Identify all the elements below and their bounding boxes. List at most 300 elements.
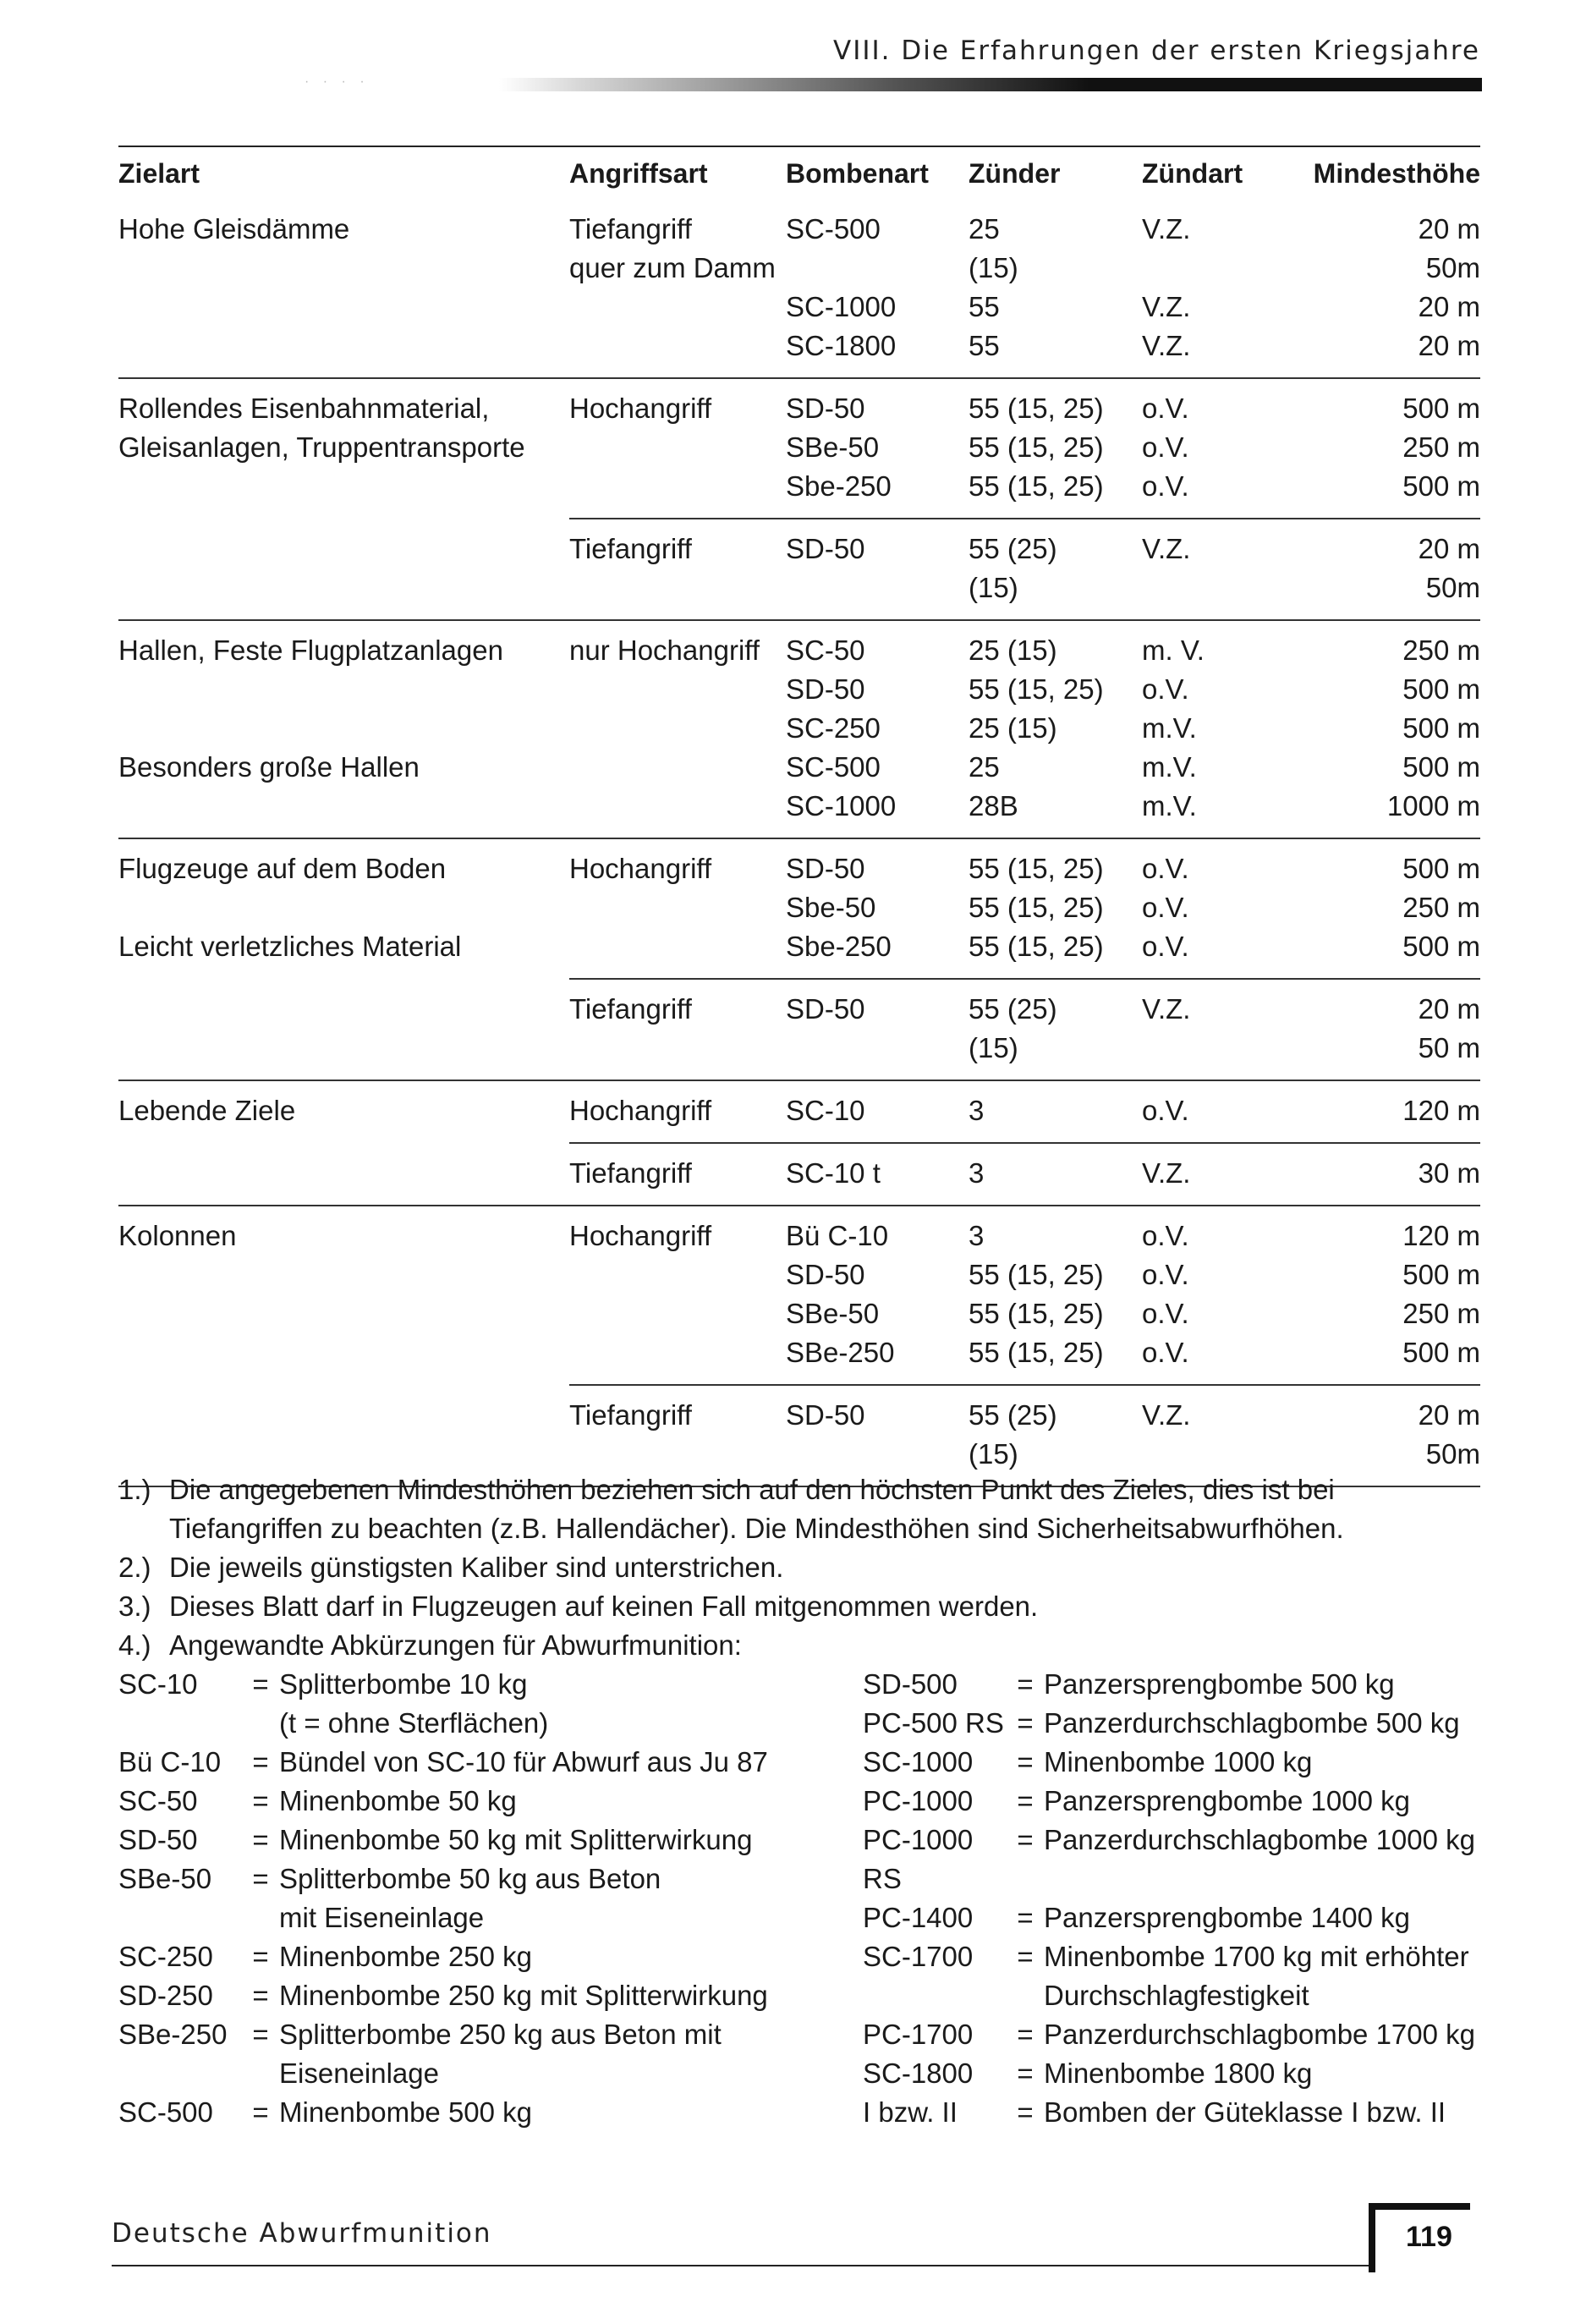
equals-sign: =: [252, 2096, 269, 2128]
target-label: Kolonnen: [118, 1220, 237, 1251]
target-label: Gleisanlagen, Truppentransporte: [118, 431, 525, 463]
target-cell: [118, 631, 569, 826]
abbreviation-entry: [118, 1821, 863, 1860]
cell-bombenart: SC-250: [786, 712, 881, 744]
target-cell: [118, 1217, 569, 1474]
cell-bombenart: SBe-50: [786, 431, 880, 463]
attack-blocks: [569, 631, 1480, 826]
target-label: Hallen, Feste Flugplatzanlagen: [118, 635, 503, 666]
abbreviation-definition: [1044, 2054, 1312, 2093]
cell-mindesthoehe: 20 m: [1418, 291, 1480, 322]
definition-line: Minenbombe 1000 kg: [1044, 1746, 1313, 1777]
abbreviation-definition: [279, 1860, 661, 1937]
cell-angriffsart: [569, 670, 786, 709]
definition-line: Minenbombe 250 kg: [279, 1941, 533, 1972]
cell-bombenart: [786, 249, 969, 288]
cell-angriffsart: [569, 467, 786, 506]
cell-angriffsart: quer zum Damm: [569, 252, 776, 283]
cell-zuendart: V.Z.: [1142, 291, 1191, 322]
abbreviation-entry: [863, 1665, 1489, 1704]
footnote-line: Tiefangriffen zu beachten (z.B. Hallendächer). Die Mindesthöhen sind Sicherheitsabwurfhöhen.: [169, 1513, 1344, 1544]
cell-zuendart: o.V.: [1142, 1095, 1189, 1126]
cell-bombenart: [786, 569, 969, 607]
abbreviation-entry: [118, 1937, 863, 1976]
cell-zuendart: V.Z.: [1142, 533, 1191, 564]
definition-line: Splitterbombe 10 kg: [279, 1668, 528, 1700]
equals-sign: =: [1017, 1746, 1034, 1777]
col-header-zuendart: Zündart: [1142, 158, 1243, 189]
abbreviation-entry: [118, 2015, 863, 2093]
cell-bombenart: SD-50: [786, 1399, 865, 1431]
footnote-text: [169, 1587, 1489, 1626]
cell-zuendart: V.Z.: [1142, 1157, 1191, 1189]
cell-angriffsart: Tiefangriff: [569, 533, 692, 564]
equals-sign: =: [1017, 1902, 1034, 1933]
cell-bombenart: SD-50: [786, 533, 865, 564]
target-cell: [118, 849, 569, 1068]
abbreviation-entry: [863, 1704, 1489, 1743]
cell-angriffsart: Tiefangriff: [569, 213, 692, 244]
cell-zuender: 55 (25): [969, 1399, 1057, 1431]
book-title: Deutsche Abwurfmunition: [112, 2218, 492, 2249]
cell-zuendart: m.V.: [1142, 790, 1197, 821]
cell-mindesthoehe: 30 m: [1418, 1157, 1480, 1189]
cell-zuendart: V.Z.: [1142, 1399, 1191, 1431]
notes-list: [118, 1470, 1489, 1665]
abbreviation-code: SC-1700: [863, 1941, 974, 1972]
cell-zuendart: [1142, 249, 1286, 288]
cell-bombenart: Sbe-250: [786, 931, 892, 962]
cell-zuendart: m. V.: [1142, 635, 1205, 666]
definition-line: Minenbombe 250 kg mit Splitterwirkung: [279, 1980, 768, 2011]
abbreviation-entry: [863, 1782, 1489, 1821]
cell-zuender: 28B: [969, 790, 1018, 821]
equals-sign: =: [1017, 1785, 1034, 1816]
cell-angriffsart: [569, 1255, 786, 1294]
abbreviation-definition: [1044, 1704, 1460, 1743]
abbreviation-entry: [863, 2015, 1489, 2054]
footnote-line: Dieses Blatt darf in Flugzeugen auf keinen Fall mitgenommen werden.: [169, 1591, 1039, 1622]
attack-blocks: [569, 1217, 1480, 1474]
cell-mindesthoehe: 250 m: [1402, 892, 1480, 923]
cell-mindesthoehe: 1000 m: [1386, 790, 1480, 821]
definition-line: Eiseneinlage: [279, 2058, 439, 2089]
cell-zuendart: V.Z.: [1142, 213, 1191, 244]
footnote: [118, 1587, 1489, 1626]
definition-line: Panzerdurchschlagbombe 1000 kg: [1044, 1824, 1476, 1855]
cell-bombenart: SC-1000: [786, 790, 897, 821]
running-header: VIII. Die Erfahrungen der ersten Kriegsjahre: [833, 36, 1480, 66]
abbreviation-entry: [118, 1665, 863, 1743]
cell-zuendart: [1142, 1435, 1286, 1474]
cell-mindesthoehe: 20 m: [1418, 213, 1480, 244]
cell-zuender: 25 (15): [969, 635, 1057, 666]
col-header-zuender: Zünder: [969, 158, 1061, 189]
cell-mindesthoehe: 500 m: [1402, 751, 1480, 783]
cell-zuendart: o.V.: [1142, 673, 1189, 705]
attack-blocks: [569, 210, 1480, 365]
table-row: [569, 1029, 1480, 1068]
cell-zuendart: o.V.: [1142, 1298, 1189, 1329]
cell-zuender: 55 (15, 25): [969, 1298, 1104, 1329]
target-label: Besonders große Hallen: [118, 751, 420, 783]
abbreviation-definition: [1044, 1665, 1395, 1704]
target-label: [118, 888, 569, 927]
cell-zuendart: [1142, 1029, 1286, 1068]
abbreviation-code: PC-1000: [863, 1785, 974, 1816]
table-row: [569, 467, 1480, 506]
cell-angriffsart: [569, 888, 786, 927]
abbreviation-entry: [118, 1782, 863, 1821]
cell-mindesthoehe: 20 m: [1418, 533, 1480, 564]
definition-line: Panzerdurchschlagbombe 1700 kg: [1044, 2019, 1476, 2050]
target-label: Leicht verletzliches Material: [118, 931, 462, 962]
table-row: [569, 888, 1480, 927]
cell-bombenart: Bü C-10: [786, 1220, 889, 1251]
cell-angriffsart: [569, 428, 786, 467]
abbreviation-code: PC-1000 RS: [863, 1824, 974, 1894]
cell-bombenart: SD-50: [786, 853, 865, 884]
cell-mindesthoehe: 500 m: [1402, 853, 1480, 884]
equals-sign: =: [1017, 2096, 1034, 2128]
cell-mindesthoehe: 500 m: [1402, 712, 1480, 744]
table-row: [569, 1396, 1480, 1435]
cell-zuender: 55 (15, 25): [969, 673, 1104, 705]
abbreviation-code: I bzw. II: [863, 2096, 958, 2128]
attack-blocks: [569, 849, 1480, 1068]
cell-zuender: 3: [969, 1157, 985, 1189]
munition-table: [118, 146, 1480, 1487]
footnote-text: [169, 1548, 1489, 1587]
target-label: [118, 709, 569, 748]
cell-zuender: 55: [969, 291, 1000, 322]
abbreviation-definition: [1044, 1743, 1312, 1782]
cell-mindesthoehe: 500 m: [1402, 1337, 1480, 1368]
cell-bombenart: SC-50: [786, 635, 865, 666]
cell-angriffsart: [569, 927, 786, 966]
table-row: [569, 428, 1480, 467]
table-row: [569, 1091, 1480, 1130]
cell-zuendart: m.V.: [1142, 712, 1197, 744]
attack-block: [569, 1142, 1480, 1193]
abbreviation-definition: [279, 2093, 532, 2132]
footnote: [118, 1626, 1489, 1665]
abbreviation-entry: [118, 1743, 863, 1782]
target-label: Hohe Gleisdämme: [118, 213, 350, 244]
cell-mindesthoehe: 20 m: [1418, 1399, 1480, 1431]
cell-zuendart: [1142, 569, 1286, 607]
footnote-line: Die angegebenen Mindesthöhen beziehen sich auf den höchsten Punkt des Zieles, dies ist bei: [169, 1474, 1335, 1505]
table-row: [569, 787, 1480, 826]
cell-zuender: 55 (15, 25): [969, 892, 1104, 923]
table-row: [569, 1255, 1480, 1294]
cell-bombenart: SD-50: [786, 393, 865, 424]
abbreviation-entry: [863, 1898, 1489, 1937]
cell-zuendart: o.V.: [1142, 1259, 1189, 1290]
abbreviation-entry: [118, 1860, 863, 1937]
definition-line: Splitterbombe 250 kg aus Beton mit: [279, 2019, 722, 2050]
cell-angriffsart: [569, 709, 786, 748]
cell-angriffsart: nur Hochangriff: [569, 635, 760, 666]
equals-sign: =: [252, 2019, 269, 2050]
attack-block: [569, 210, 1480, 365]
abbreviation-code: SC-50: [118, 1785, 198, 1816]
cell-bombenart: SC-500: [786, 213, 881, 244]
abbreviation-code: PC-1700: [863, 2019, 974, 2050]
table-row: [569, 927, 1480, 966]
abbreviation-entry: [863, 2093, 1489, 2132]
cell-zuender: 3: [969, 1220, 985, 1251]
equals-sign: =: [1017, 2058, 1034, 2089]
table-row: [569, 1435, 1480, 1474]
cell-zuendart: o.V.: [1142, 1337, 1189, 1368]
target-group-content: [118, 389, 1480, 607]
cell-angriffsart: [569, 569, 786, 607]
definition-line: Panzerdurchschlagbombe 500 kg: [1044, 1707, 1460, 1739]
cell-bombenart: [786, 1029, 969, 1068]
cell-angriffsart: [569, 288, 786, 327]
cell-zuendart: V.Z.: [1142, 993, 1191, 1025]
table-body: [118, 200, 1480, 1487]
cell-angriffsart: Hochangriff: [569, 853, 712, 884]
cell-zuender: (15): [969, 572, 1018, 603]
target-label: Rollendes Eisenbahnmaterial,: [118, 393, 490, 424]
footnote-line: Angewandte Abkürzungen für Abwurfmunition:: [169, 1629, 742, 1661]
cell-zuender: (15): [969, 1032, 1018, 1063]
table-row: [569, 631, 1480, 670]
attack-blocks: [569, 1091, 1480, 1193]
cell-bombenart: SD-50: [786, 673, 865, 705]
target-group-content: [118, 849, 1480, 1068]
cell-mindesthoehe: 20 m: [1418, 330, 1480, 361]
abbreviation-code: SD-500: [863, 1668, 958, 1700]
cell-zuendart: m.V.: [1142, 751, 1197, 783]
table-row: [569, 530, 1480, 569]
abbreviation-code: SC-10: [118, 1668, 198, 1700]
cell-bombenart: SC-1800: [786, 330, 897, 361]
cell-zuender: (15): [969, 1438, 1018, 1470]
footnote: [118, 1548, 1489, 1587]
attack-block: [569, 978, 1480, 1068]
col-header-zielart: Zielart: [118, 158, 200, 189]
cell-angriffsart: Hochangriff: [569, 393, 712, 424]
footer-rule: [112, 2265, 1372, 2266]
cell-zuendart: o.V.: [1142, 853, 1189, 884]
cell-zuender: 55: [969, 330, 1000, 361]
cell-mindesthoehe: 500 m: [1402, 673, 1480, 705]
target-label: Flugzeuge auf dem Boden: [118, 853, 447, 884]
equals-sign: =: [252, 1941, 269, 1972]
cell-mindesthoehe: 500 m: [1402, 1259, 1480, 1290]
abbreviation-code: Bü C-10: [118, 1746, 222, 1777]
cell-zuender: 55 (15, 25): [969, 931, 1104, 962]
abbreviation-entry: [863, 1937, 1489, 2015]
abbreviation-code: SD-250: [118, 1980, 213, 2011]
abbreviation-definition: [1044, 1782, 1410, 1821]
definition-line: Minenbombe 500 kg: [279, 2096, 533, 2128]
abbreviation-entry: [863, 1743, 1489, 1782]
target-cell: [118, 389, 569, 607]
footnote-number: 4.): [118, 1629, 151, 1661]
definition-line: Bomben der Güteklasse I bzw. II: [1044, 2096, 1446, 2128]
footnote-text: [169, 1470, 1489, 1548]
target-group-content: [118, 1091, 1480, 1193]
target-group: [118, 1080, 1480, 1205]
cell-bombenart: SBe-50: [786, 1298, 880, 1329]
abbreviation-definition: [1044, 1937, 1469, 2015]
definition-line: Minenbombe 1800 kg: [1044, 2058, 1313, 2089]
page-number: 119: [1406, 2221, 1452, 2253]
definition-line: Minenbombe 50 kg: [279, 1785, 517, 1816]
table-header: [118, 147, 1480, 200]
target-group: [118, 200, 1480, 377]
cell-mindesthoehe: 20 m: [1418, 993, 1480, 1025]
table-row: [569, 288, 1480, 327]
attack-block: [569, 631, 1480, 826]
cell-angriffsart: [569, 327, 786, 365]
cell-zuendart: o.V.: [1142, 431, 1189, 463]
abbreviation-code: SC-250: [118, 1941, 213, 1972]
cell-mindesthoehe: 250 m: [1402, 635, 1480, 666]
abbreviation-definition: [279, 1937, 532, 1976]
cell-zuender: 25: [969, 751, 1000, 783]
definition-line: Minenbombe 50 kg mit Splitterwirkung: [279, 1824, 753, 1855]
cell-mindesthoehe: 50 m: [1418, 1032, 1480, 1063]
equals-sign: =: [1017, 1941, 1034, 1972]
footnote: [118, 1470, 1489, 1548]
cell-zuendart: o.V.: [1142, 393, 1189, 424]
cell-bombenart: Sbe-50: [786, 892, 876, 923]
footnote-line: Die jeweils günstigsten Kaliber sind unterstrichen.: [169, 1552, 784, 1583]
abbreviation-definition: [279, 1665, 548, 1743]
cell-zuender: 55 (15, 25): [969, 470, 1104, 502]
cell-angriffsart: Tiefangriff: [569, 993, 692, 1025]
attack-block: [569, 849, 1480, 966]
cell-zuendart: o.V.: [1142, 931, 1189, 962]
target-group: [118, 377, 1480, 619]
table-row: [569, 670, 1480, 709]
abbreviation-list: [118, 1665, 1489, 2132]
cell-mindesthoehe: 500 m: [1402, 931, 1480, 962]
cell-mindesthoehe: 500 m: [1402, 470, 1480, 502]
abbreviation-definition: [1044, 1898, 1410, 1937]
equals-sign: =: [252, 1863, 269, 1894]
cell-zuendart: o.V.: [1142, 892, 1189, 923]
abbreviation-code: SBe-50: [118, 1863, 212, 1894]
cell-mindesthoehe: 120 m: [1402, 1095, 1480, 1126]
definition-line: Panzersprengbombe 500 kg: [1044, 1668, 1395, 1700]
cell-mindesthoehe: 500 m: [1402, 393, 1480, 424]
cell-zuendart: o.V.: [1142, 1220, 1189, 1251]
abbreviation-definition: [279, 1976, 768, 2015]
definition-line: Bündel von SC-10 für Abwurf aus Ju 87: [279, 1746, 768, 1777]
abbreviation-definition: [1044, 2093, 1446, 2132]
cell-angriffsart: Hochangriff: [569, 1095, 712, 1126]
cell-angriffsart: [569, 787, 786, 826]
abbreviation-definition: [279, 1743, 768, 1782]
cell-mindesthoehe: 50m: [1425, 572, 1480, 603]
table-row: [569, 748, 1480, 787]
cell-zuender: 55 (15, 25): [969, 853, 1104, 884]
abbreviation-column-left: [118, 1665, 863, 2132]
col-header-mindesthoehe: Mindesthöhe: [1313, 158, 1480, 189]
equals-sign: =: [252, 1980, 269, 2011]
target-label: Lebende Ziele: [118, 1095, 296, 1126]
abbreviation-code: SBe-250: [118, 2019, 228, 2050]
attack-blocks: [569, 389, 1480, 607]
table-row: [569, 1154, 1480, 1193]
cell-zuender: 25 (15): [969, 712, 1057, 744]
cell-angriffsart: [569, 1029, 786, 1068]
cell-mindesthoehe: 120 m: [1402, 1220, 1480, 1251]
cell-angriffsart: Hochangriff: [569, 1220, 712, 1251]
target-group-content: [118, 210, 1480, 365]
target-group-content: [118, 631, 1480, 826]
table-row: [569, 569, 1480, 607]
definition-line: Panzersprengbombe 1000 kg: [1044, 1785, 1410, 1816]
definition-line: Panzersprengbombe 1400 kg: [1044, 1902, 1410, 1933]
abbreviation-code: PC-1400: [863, 1902, 974, 1933]
cell-zuender: (15): [969, 252, 1018, 283]
abbreviation-definition: [279, 1821, 752, 1860]
header-scan-specks: · · · ·: [305, 74, 370, 89]
cell-bombenart: SD-50: [786, 1259, 865, 1290]
equals-sign: =: [252, 1668, 269, 1700]
equals-sign: =: [1017, 2019, 1034, 2050]
definition-line: Durchschlagfestigkeit: [1044, 1980, 1309, 2011]
cell-bombenart: SC-10 t: [786, 1157, 881, 1189]
target-group: [118, 619, 1480, 838]
target-label: [118, 670, 569, 709]
col-header-angriffsart: Angriffsart: [569, 158, 708, 189]
target-group-content: [118, 1217, 1480, 1474]
definition-line: (t = ohne Sterflächen): [279, 1707, 549, 1739]
table-row: [569, 1333, 1480, 1372]
table-row: [569, 990, 1480, 1029]
cell-bombenart: SD-50: [786, 993, 865, 1025]
cell-bombenart: Sbe-250: [786, 470, 892, 502]
abbreviation-entry: [863, 2054, 1489, 2093]
cell-mindesthoehe: 50m: [1425, 1438, 1480, 1470]
cell-mindesthoehe: 50m: [1425, 252, 1480, 283]
attack-block: [569, 1217, 1480, 1372]
cell-bombenart: SBe-250: [786, 1337, 895, 1368]
abbreviation-entry: [118, 1976, 863, 2015]
footnote-number: 2.): [118, 1552, 151, 1583]
abbreviation-definition: [279, 2015, 722, 2093]
table-row: [569, 1294, 1480, 1333]
equals-sign: =: [1017, 1707, 1034, 1739]
abbreviation-definition: [1044, 1821, 1475, 1898]
abbreviation-column-right: [863, 1665, 1489, 2132]
target-group: [118, 1205, 1480, 1486]
attack-block: [569, 1091, 1480, 1130]
table-row: [569, 389, 1480, 428]
cell-zuendart: o.V.: [1142, 470, 1189, 502]
definition-line: Minenbombe 1700 kg mit erhöhter: [1044, 1941, 1469, 1972]
cell-zuender: 25: [969, 213, 1000, 244]
table-row: [569, 709, 1480, 748]
cell-angriffsart: [569, 1435, 786, 1474]
cell-zuender: 55 (25): [969, 533, 1057, 564]
cell-bombenart: SC-1000: [786, 291, 897, 322]
abbreviation-definition: [279, 1782, 517, 1821]
abbreviation-code: SC-500: [118, 2096, 213, 2128]
col-header-bombenart: Bombenart: [786, 158, 929, 189]
definition-line: Splitterbombe 50 kg aus Beton: [279, 1863, 661, 1894]
attack-block: [569, 1384, 1480, 1474]
cell-zuendart: V.Z.: [1142, 330, 1191, 361]
